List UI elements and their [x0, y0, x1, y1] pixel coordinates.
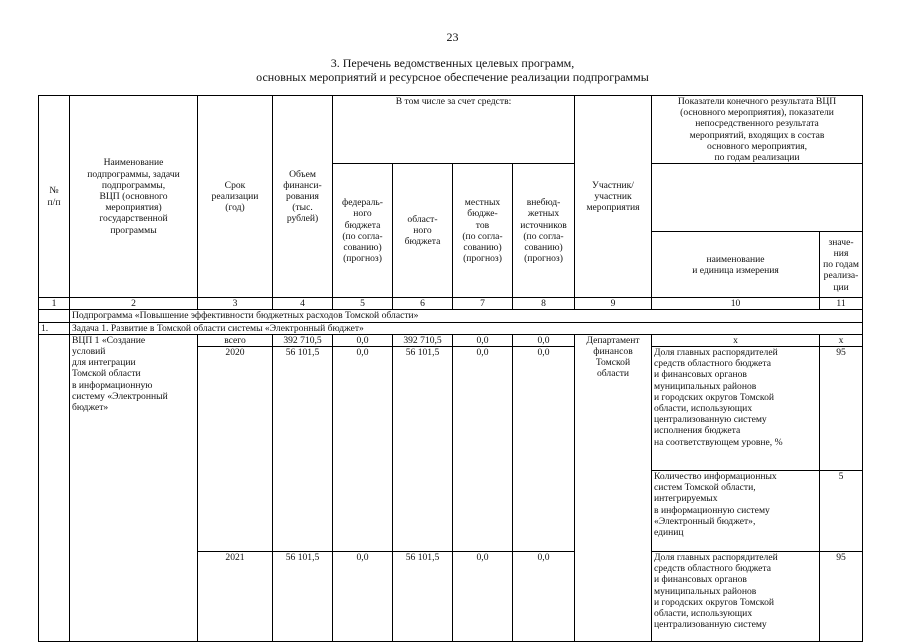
header-indicator-value: значе- ния по годам реализа- ции: [820, 232, 863, 298]
indicator-value-cell: 95: [820, 552, 863, 642]
header-indicator-name: наименование и единица измерения: [652, 232, 820, 298]
header-federal: федераль- ного бюджета (по согла- сованию) (прогноз): [333, 164, 393, 298]
local-cell: 0,0: [453, 334, 513, 346]
col-number: 9: [575, 298, 652, 310]
indicator-value-cell: х: [820, 334, 863, 346]
local-cell: 0,0: [453, 552, 513, 642]
col-number: 10: [652, 298, 820, 310]
program-table: [38, 95, 863, 642]
column-numbers-row: [39, 298, 863, 310]
col-number: 4: [273, 298, 333, 310]
header-including: В том числе за счет средств:: [333, 96, 575, 164]
header-extra: внебюд- жетных источников (по согла- сованию) (прогноз): [513, 164, 575, 298]
subprogram-row: [39, 310, 863, 322]
header-indicators: Показатели конечного результата ВЦП (основного мероприятия), показатели непосредственного результата мероприятий, входящих в состав основного мероприятия, по годам реализации: [652, 96, 863, 164]
header-period: Срок реализации (год): [198, 96, 273, 298]
title-line-1: 3. Перечень ведомственных целевых программ,: [330, 56, 575, 70]
period-cell: 2020: [198, 347, 273, 552]
vcp-name: ВЦП 1 «Создание условий для интеграции Томской области в информационную систему «Электронный бюджет»: [70, 334, 198, 641]
indicator-name-cell: Количество информационных систем Томской области, интегрируемых в информационную систему «Электронный бюджет», единиц: [652, 471, 820, 552]
task-number: 1.: [39, 322, 70, 334]
regional-cell: 56 101,5: [393, 347, 453, 552]
regional-cell: 56 101,5: [393, 552, 453, 642]
vcp-total-row: [39, 334, 863, 346]
col-number: 2: [70, 298, 198, 310]
period-cell: всего: [198, 334, 273, 346]
header-volume: Объем финанси- рования (тыс. рублей): [273, 96, 333, 298]
volume-cell: 392 710,5: [273, 334, 333, 346]
page-title: [0, 56, 905, 84]
indicator-name-cell: х: [652, 334, 820, 346]
col-number: 5: [333, 298, 393, 310]
regional-cell: 392 710,5: [393, 334, 453, 346]
volume-cell: 56 101,5: [273, 347, 333, 552]
period-cell: 2021: [198, 552, 273, 642]
indicator-value-cell: 5: [820, 471, 863, 552]
header-num: № п/п: [39, 96, 70, 298]
col-number: 8: [513, 298, 575, 310]
col-number: 7: [453, 298, 513, 310]
indicator-value-cell: 95: [820, 347, 863, 471]
vcp-participant: Департамент финансов Томской области: [575, 334, 652, 641]
federal-cell: 0,0: [333, 552, 393, 642]
subprogram-title: Подпрограмма «Повышение эффективности бюджетных расходов Томской области»: [70, 310, 863, 322]
title-line-2: основных мероприятий и ресурсное обеспечение реализации подпрограммы: [256, 70, 649, 84]
col-number: 11: [820, 298, 863, 310]
col-number: 3: [198, 298, 273, 310]
extra-cell: 0,0: [513, 334, 575, 346]
indicator-name-cell: Доля главных распорядителей средств областного бюджета и финансовых органов муниципальных районов и городских округов Томской области, использующих централизованную систему: [652, 552, 820, 642]
federal-cell: 0,0: [333, 347, 393, 552]
header-name: Наименование подпрограммы, задачи подпрограммы, ВЦП (основного мероприятия) государственной программы: [70, 96, 198, 298]
volume-cell: 56 101,5: [273, 552, 333, 642]
col-number: 6: [393, 298, 453, 310]
header-participant: Участник/ участник мероприятия: [575, 96, 652, 298]
extra-cell: 0,0: [513, 347, 575, 552]
indicator-name-cell: Доля главных распорядителей средств областного бюджета и финансовых органов муниципальных районов и городских округов Томской области, использующих централизованную систему исполнения бюджета на соответствующем уровне, %: [652, 347, 820, 471]
task-row: [39, 322, 863, 334]
header-regional: област- ного бюджета: [393, 164, 453, 298]
federal-cell: 0,0: [333, 334, 393, 346]
local-cell: 0,0: [453, 347, 513, 552]
header-local: местных бюдже- тов (по согла- сованию) (прогноз): [453, 164, 513, 298]
col-number: 1: [39, 298, 70, 310]
page-number: 23: [446, 30, 459, 44]
extra-cell: 0,0: [513, 552, 575, 642]
task-title: Задача 1. Развитие в Томской области системы «Электронный бюджет»: [70, 322, 863, 334]
